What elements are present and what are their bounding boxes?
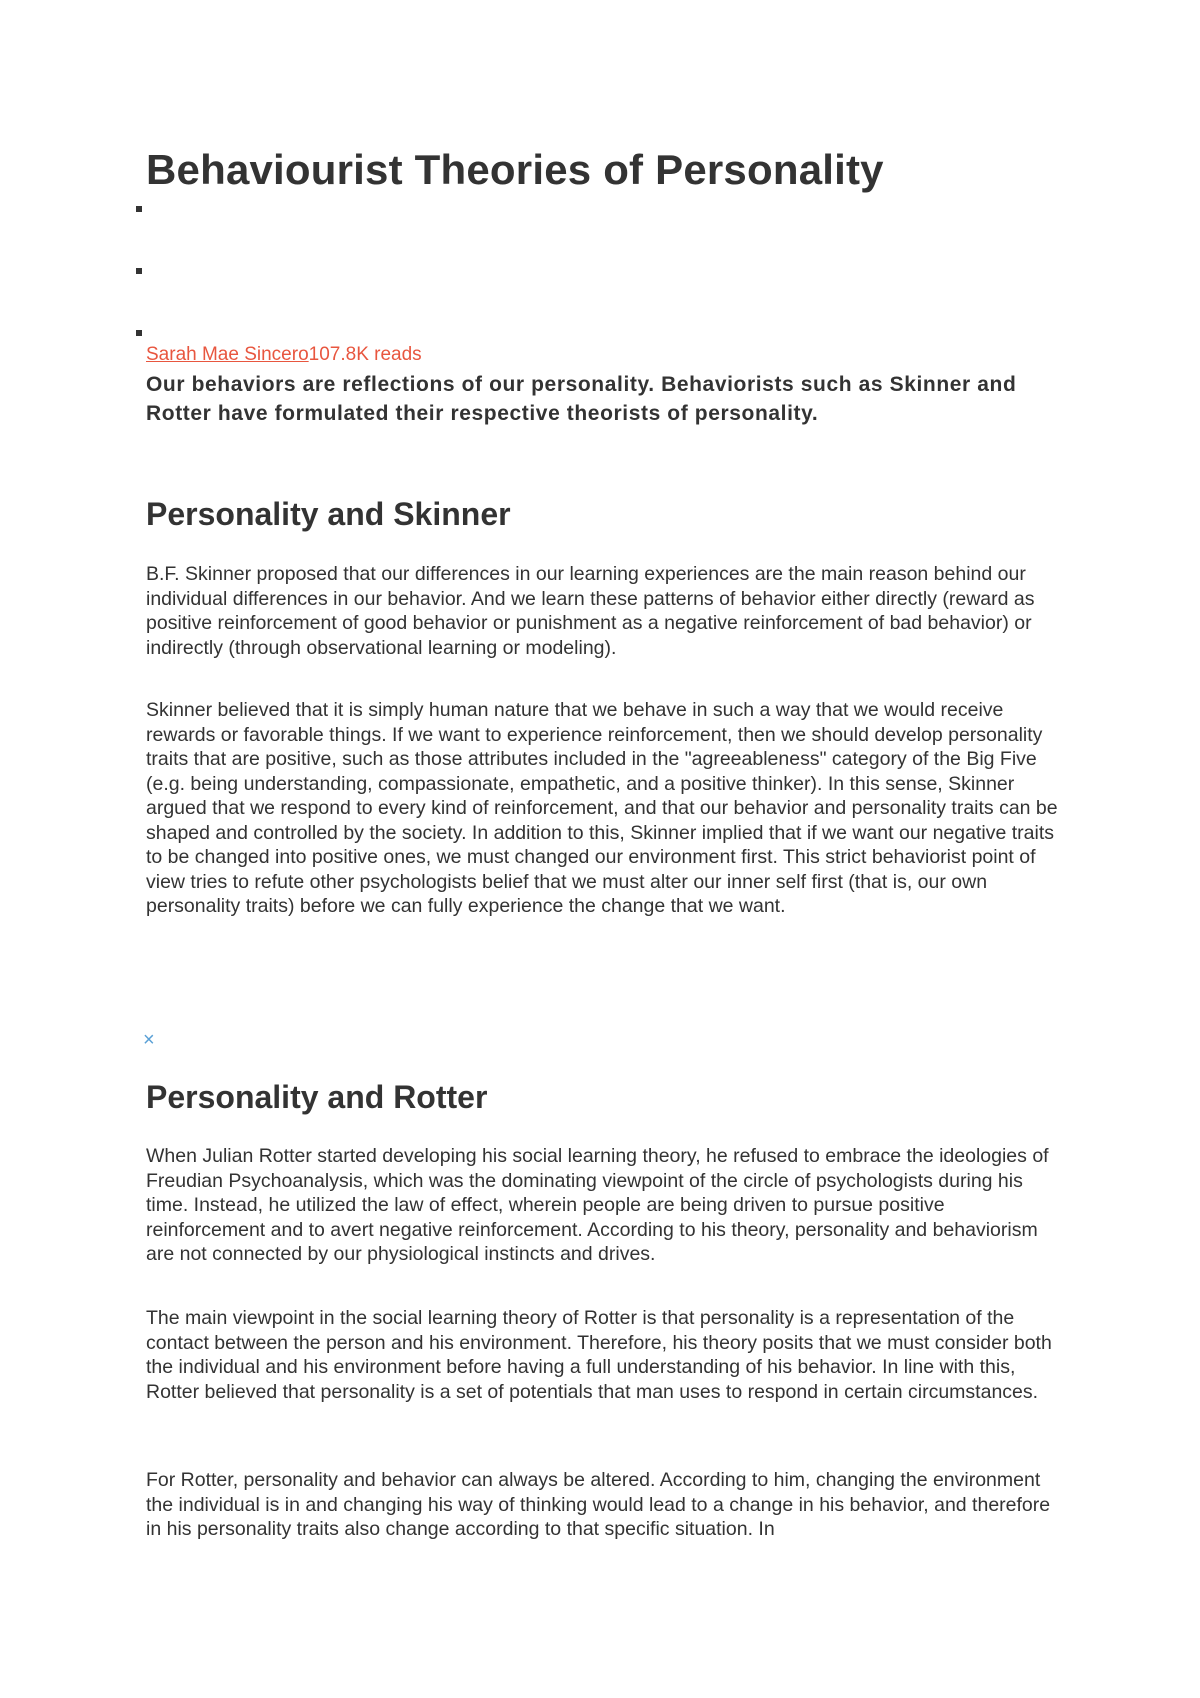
author-link[interactable]: Sarah Mae Sincero <box>146 344 309 365</box>
article-title: Behaviourist Theories of Personality <box>146 146 884 193</box>
section-heading-skinner: Personality and Skinner <box>146 496 511 532</box>
rotter-paragraph-1: When Julian Rotter started developing his social learning theory, he refused to embrace the ideologies of Freudian Psychoanalysis, which was the dominating viewpoint of the circle of psychologists during his time. Instead, he utilized the law of effect, wherein people are being driven to pursue positive reinforcement and to avert negative reinforcement. According to his theory, personality and behaviorism are not connected by our physiological instincts and drives. <box>146 1145 1049 1265</box>
share-bullet[interactable] <box>136 206 142 212</box>
close-icon[interactable]: × <box>143 1029 155 1051</box>
rotter-paragraph-2: The main viewpoint in the social learning theory of Rotter is that personality is a representation of the contact between the person and his environment. Therefore, his theory posits that we must consider both the individual and his environment before having a full understanding of his behavior. In line with this, Rotter believed that personality is a set of potentials that man uses to respond in certain circumstances. <box>146 1307 1052 1403</box>
rotter-paragraph-3: For Rotter, personality and behavior can always be altered. According to him, changing the environment the individual is in and changing his way of thinking would lead to a change in his behavior, and therefore in his personality traits also change according to that specific situation. In <box>146 1469 1051 1540</box>
share-bullet[interactable] <box>136 268 142 274</box>
skinner-paragraph-1: B.F. Skinner proposed that our differences in our learning experiences are the main reason behind our individual differences in our behavior. And we learn these patterns of behavior either directly (reward as positive reinforcement of good behavior or punishment as a negative reinforcement of bad behavior) or indirectly (through observational learning or modeling). <box>146 563 1035 659</box>
lead-paragraph: Our behaviors are reflections of our personality. Behaviorists such as Skinner and Rotter have formulated their respective theorists of personality. <box>146 373 1017 425</box>
read-count: 107.8K reads <box>308 344 422 365</box>
share-bullet[interactable] <box>136 330 142 336</box>
skinner-paragraph-2: Skinner believed that it is simply human nature that we behave in such a way that we would receive rewards or favorable things. If we want to experience reinforcement, then we should develop personality traits that are positive, such as those attributes included in the "agreeableness" category of the Big Five (e.g. being understanding, compassionate, empathetic, and a positive thinker). In this sense, Skinner argued that we respond to every kind of reinforcement, and that our behavior and personality traits can be shaped and controlled by the society. In addition to this, Skinner implied that if we want our negative traits to be changed into positive ones, we must changed our environment first. This strict behaviorist point of view tries to refute other psychologists belief that we must alter our inner self first (that is, our own personality traits) before we can fully experience the change that we want. <box>146 699 1058 917</box>
section-heading-rotter: Personality and Rotter <box>146 1079 488 1115</box>
byline <box>146 344 422 366</box>
